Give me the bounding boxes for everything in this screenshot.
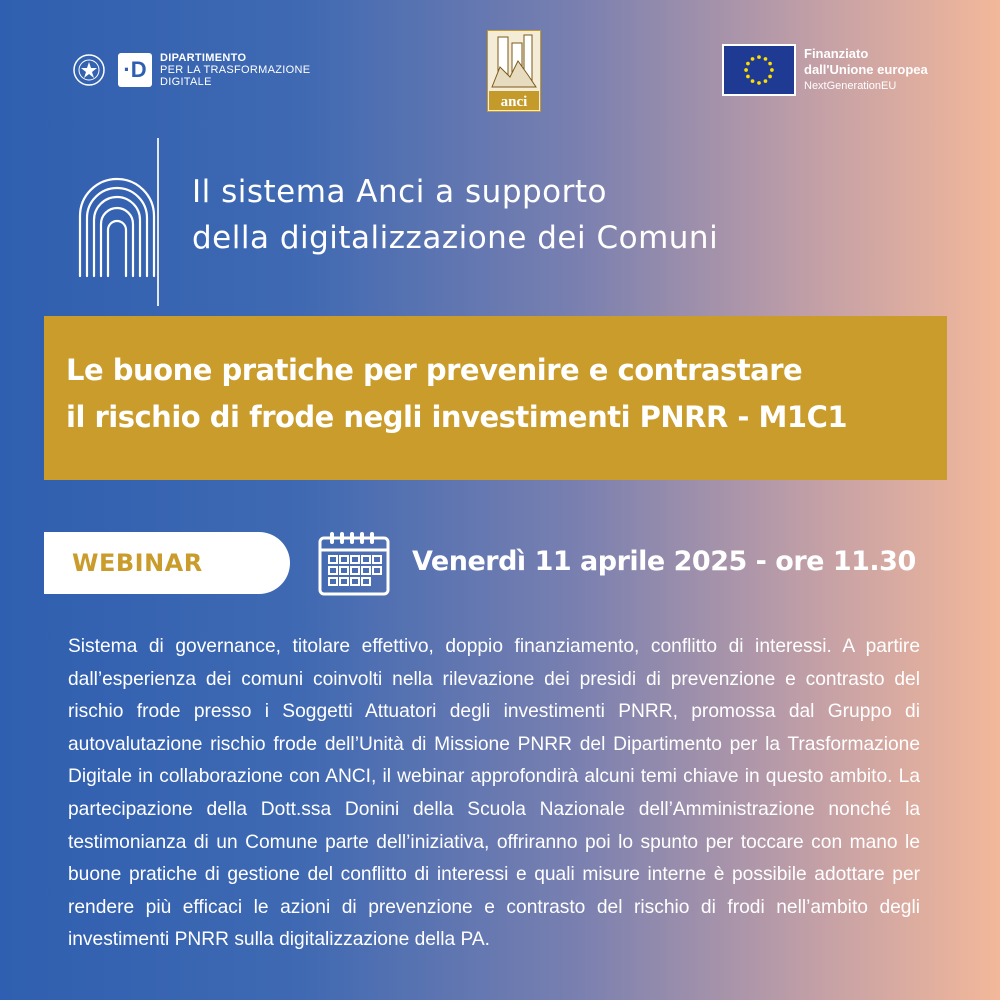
department-logo [72,52,310,88]
department-name: DIPARTIMENTO [160,52,247,64]
eu-flag-icon [722,44,796,96]
event-datetime: Venerdì 11 aprile 2025 - ore 11.30 [412,546,916,577]
title-divider [157,138,159,306]
department-subtitle-2: DIGITALE [160,76,212,88]
department-mark: ·D [118,53,152,87]
italian-emblem-icon [72,53,106,87]
eu-funded-label: Finanziato [804,46,869,61]
eu-program-label: NextGenerationEU [804,80,897,92]
topic-banner [44,316,947,480]
title-line-2: della digitalizzazione dei Comuni [192,220,719,256]
anci-towers-icon [488,31,540,111]
title-line-1: Il sistema Anci a supporto [192,174,608,210]
topic-line-2: il rischio di frode negli investimenti PNRR - M1C1 [66,400,848,434]
calendar-icon [318,530,390,596]
eu-funding-logo [722,44,928,96]
anci-wordmark: anci [500,94,528,110]
event-description: Sistema di governance, titolare effettivo, doppio finanziamento, conflitto di interessi. A partire dall’esperienza dei comuni coinvolti nella rilevazione dei presidi di prevenzione e contrasto del rischio frode presso i Soggetti Attuatori degli investimenti PNRR, promossa dal Gruppo di autovalutazione rischio frode dell’Unità di Missione PNRR del Dipartimento per la Trasformazione Digitale in collaborazione con ANCI, il webinar approfondirà alcuni temi chiave in questo ambito. La partecipazione della Dott.ssa Donini della Scuola Nazionale dell’Amministrazione nonché la testimonianza di un Comune parte dell’iniziativa, offriranno poi lo spunto per toccare con mano le buone pratiche di gestione del conflitto di interessi e quali misure interne è possibile adottare per rendere più efficaci le azioni di prevenzione e contrasto del rischio di frodi nell’ambito degli investimenti PNRR sulla digitalizzazione della PA. [68,636,920,951]
webinar-badge: WEBINAR [44,532,290,594]
fingerprint-arch-icon [72,170,162,280]
eu-union-label: dall'Unione europea [804,62,928,77]
department-subtitle-1: PER LA TRASFORMAZIONE [160,64,311,76]
topic-line-1: Le buone pratiche per prevenire e contrastare [66,353,803,387]
anci-logo [487,30,541,112]
